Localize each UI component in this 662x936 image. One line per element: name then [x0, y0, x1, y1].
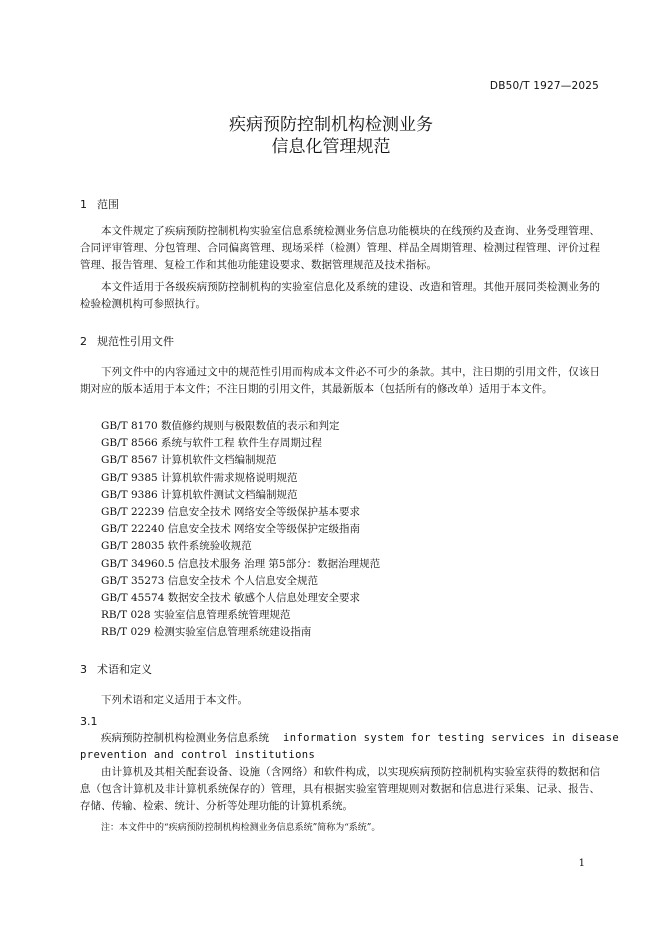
reference-item: GB/T 28035 软件系统验收规范 — [101, 540, 252, 553]
reference-item: GB/T 9386 计算机软件测试文档编制规范 — [101, 488, 298, 501]
reference-item: GB/T 35273 信息安全技术 个人信息安全规范 — [101, 574, 319, 587]
reference-item: GB/T 34960.5 信息技术服务 治理 第5部分：数据治理规范 — [101, 557, 381, 570]
section-1-heading — [80, 196, 119, 212]
reference-item: RB/T 029 检测实验室信息管理系统建设指南 — [101, 626, 312, 639]
term-note: 注：本文件中的“疾病预防控制机构检测业务信息系统”简称为“系统”。 — [101, 823, 381, 833]
section-3-heading — [80, 661, 152, 677]
reference-item: RB/T 028 实验室信息管理系统管理规范 — [101, 609, 291, 622]
term-english-name-part-2: prevention and control institutions — [80, 749, 316, 761]
document-title — [0, 114, 662, 158]
reference-item: GB/T 8170 数值修约规则与极限数值的表示和判定 — [101, 420, 340, 432]
section-number: 3 — [80, 663, 87, 676]
term-definition: 由计算机及其相关配套设备、设施（含网络）和软件构成，以实现疾病预防控制机构实验室获得的数据和信息（包含计算机及非计算机系统保存的）管理，具有根据实验室管理规则对数据和信息进行采集、记录、报告、存储、传输、检索、统计、分析等处理功能的计算机系统。 — [80, 766, 600, 812]
section-title: 规范性引用文件 — [97, 335, 174, 348]
title-line-2: 信息化管理规范 — [271, 137, 391, 157]
term-chinese-name: 疾病预防控制机构检测业务信息系统 — [101, 732, 269, 744]
terms-intro: 下列术语和定义适用于本文件。 — [101, 694, 248, 706]
scope-paragraph-1: 本文件规定了疾病预防控制机构实验室信息系统检测业务信息功能模块的在线预约及查询、业务受理管理、合同评审管理、分包管理、合同偏离管理、现场采样（检测）管理、样品全周期管理、检测过程管理、评价过程管理、报告管理、复检工作和其他功能建设要求、数据管理规范及技术指标。 — [80, 225, 600, 271]
scope-paragraph-2: 本文件适用于各级疾病预防控制机构的实验室信息化及系统的建设、改造和管理。其他开展同类检测业务的检验检测机构可参照执行。 — [80, 281, 600, 310]
reference-item: GB/T 22239 信息安全技术 网络安全等级保护基本要求 — [101, 505, 361, 518]
reference-item: GB/T 22240 信息安全技术 网络安全等级保护定级指南 — [101, 523, 361, 536]
normative-intro: 下列文件中的内容通过文中的规范性引用而构成本文件必不可少的条款。其中，注日期的引用文件，仅该日期对应的版本适用于本文件；不注日期的引用文件，其最新版本（包括所有的修改单）适用于本文件。 — [80, 366, 600, 395]
page-number: 1 — [578, 858, 585, 869]
term-english-name-part-1: information system for testing services in disease — [283, 732, 620, 744]
section-number: 1 — [80, 198, 87, 211]
reference-item: GB/T 45574 数据安全技术 敏感个人信息处理安全要求 — [101, 591, 361, 604]
title-line-1: 疾病预防控制机构检测业务 — [229, 115, 433, 135]
section-number: 2 — [80, 335, 87, 348]
term-number: 3.1 — [80, 715, 98, 728]
term-title-line-1 — [101, 730, 620, 747]
section-title: 范围 — [97, 198, 119, 211]
reference-item: GB/T 9385 计算机软件需求规格说明规范 — [101, 471, 298, 484]
reference-item: GB/T 8567 计算机软件文档编制规范 — [101, 454, 277, 467]
reference-list — [101, 418, 380, 641]
standard-code: DB50/T 1927—2025 — [489, 80, 599, 92]
section-2-heading — [80, 333, 174, 349]
reference-item: GB/T 8566 系统与软件工程 软件生存周期过程 — [101, 437, 322, 450]
section-title: 术语和定义 — [97, 663, 152, 676]
